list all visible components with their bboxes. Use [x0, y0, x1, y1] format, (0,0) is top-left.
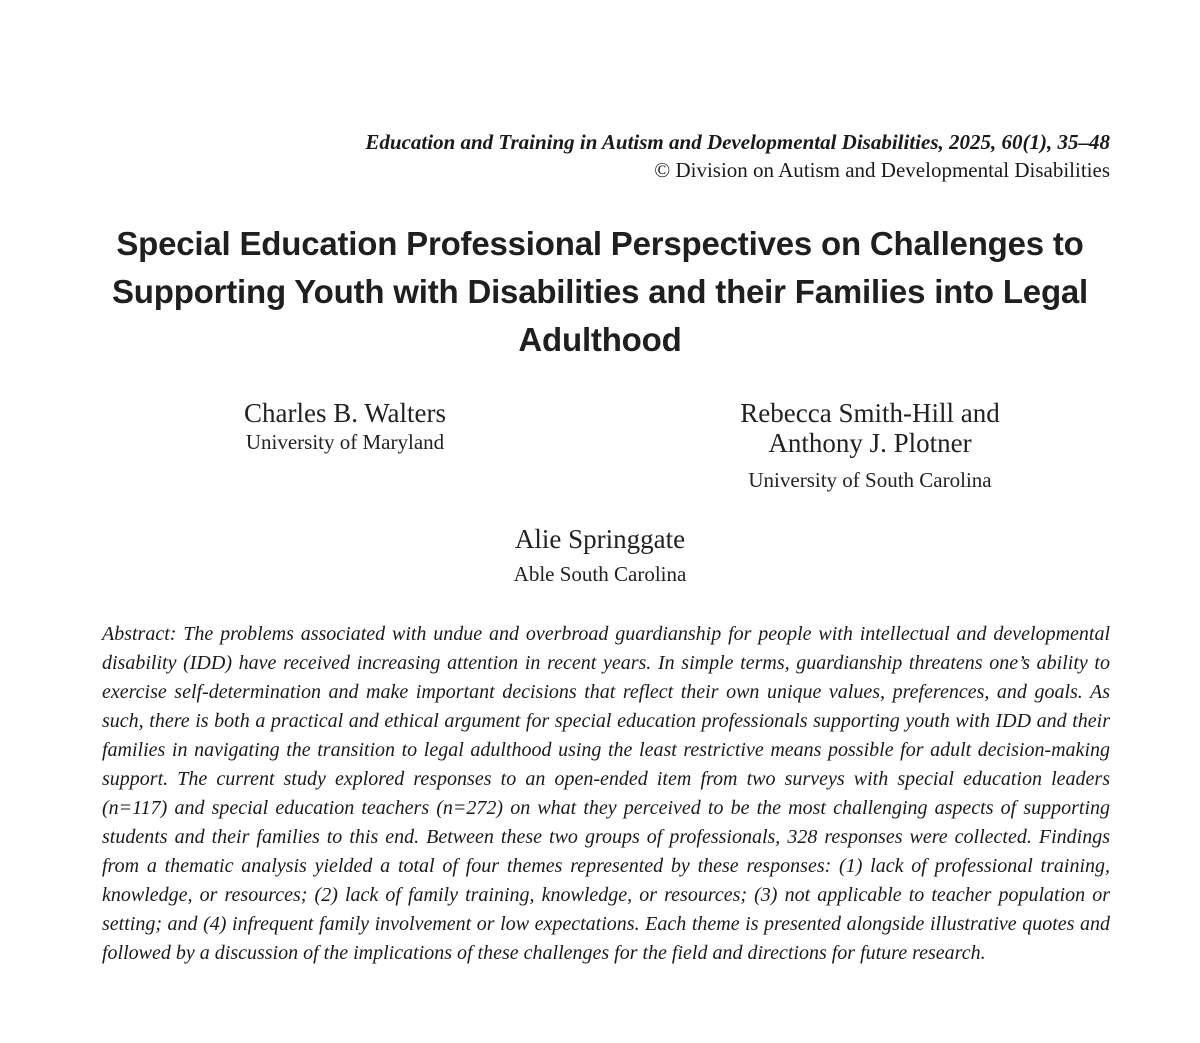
abstract: [102, 620, 1110, 968]
article-title: Special Education Professional Perspectives on Challenges to Supporting Youth with Disabilities and their Families into Legal Adulthood: [111, 225, 1089, 358]
journal-copyright: © Division on Autism and Developmental Disabilities: [654, 158, 1110, 182]
author-affiliation: University of South Carolina: [748, 468, 992, 492]
author-affiliation: Able South Carolina: [513, 562, 687, 586]
author-block-walters: [200, 398, 490, 456]
author-name: Anthony J. Plotner: [768, 428, 972, 458]
journal-header: [365, 128, 1110, 184]
author-name: Rebecca Smith-Hill and: [740, 398, 1000, 428]
journal-citation: Education and Training in Autism and Developmental Disabilities, 2025, 60(1), 35–48: [365, 130, 1110, 154]
abstract-text: The problems associated with undue and overbroad guardianship for people with intellectual and developmental disability (IDD) have received increasing attention in recent years. In simple terms, guardianship threatens one’s ability to exercise self-determination and make important decisions that reflect their own unique values, preferences, and goals. As such, there is both a practical and ethical argument for special education professionals supporting youth with IDD and their families in navigating the transition to legal adulthood using the least restrictive means possible for adult decision-making support. The current study explored responses to an open-ended item from two surveys with special education leaders (n=117) and special education teachers (n=272) on what they perceived to be the most challenging aspects of supporting students and their families to this end. Between these two groups of professionals, 328 responses were collected. Findings from a thematic analysis yielded a total of four themes represented by these responses: (1) lack of professional training, knowledge, or resources; (2) lack of family training, knowledge, or resources; (3) not applicable to teacher population or setting; and (4) infrequent family involvement or low expectations. Each theme is presented alongside illustrative quotes and followed by a discussion of the implications of these challenges for the field and directions for future research.: [102, 623, 1110, 964]
author-affiliation: University of Maryland: [245, 430, 445, 454]
author-name: Charles B. Walters: [243, 398, 447, 428]
author-name: Alie Springgate: [514, 524, 686, 554]
abstract-label: Abstract:: [102, 623, 177, 645]
author-block-springgate: [400, 524, 800, 588]
author-block-smith-hill-plotner: [680, 398, 1060, 494]
